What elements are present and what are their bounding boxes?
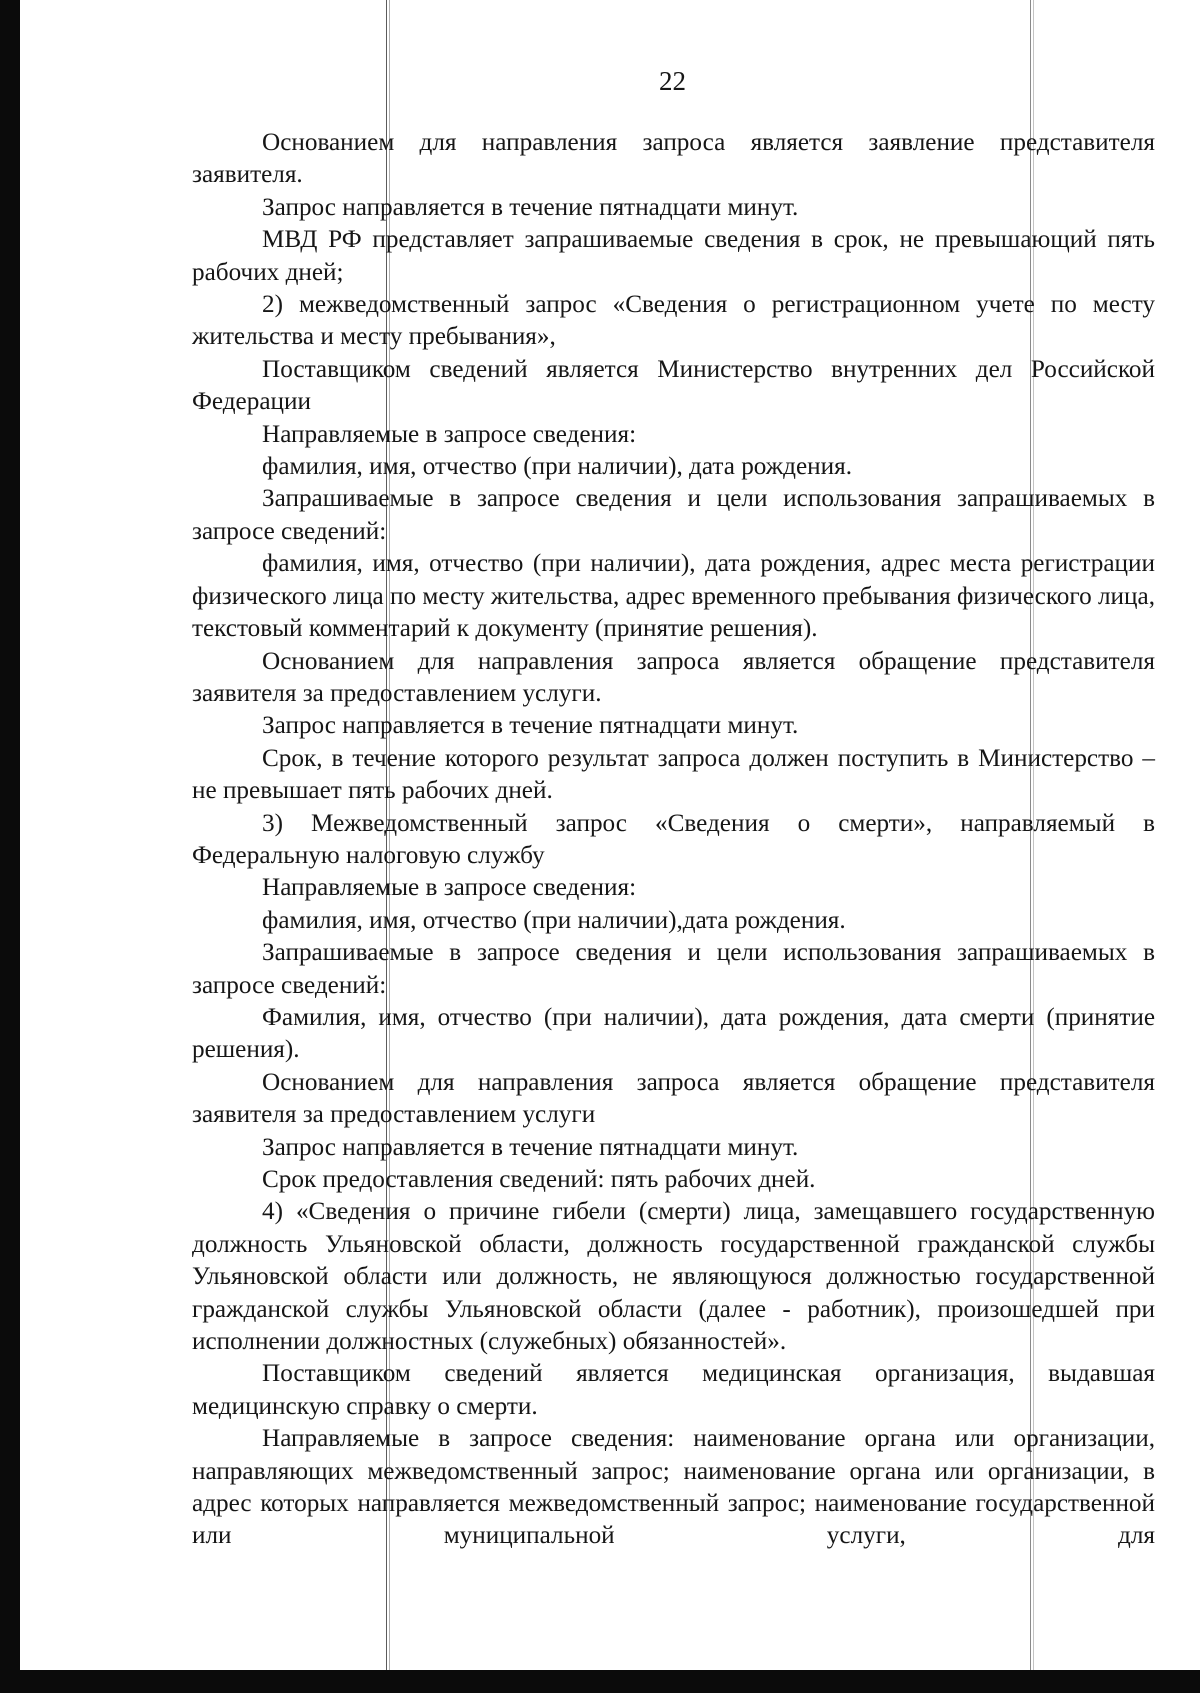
paragraph: Основанием для направления запроса является заявление представителя заявителя. (192, 129, 1155, 189)
paragraph: 2) межведомственный запрос «Сведения о регистрационном учете по месту жительства и месту пребывания», (192, 291, 1155, 351)
paragraph: МВД РФ представляет запрашиваемые сведения в срок, не превышающий пять рабочих дней; (192, 226, 1155, 286)
paragraph: Запрашиваемые в запросе сведения и цели использования запрашиваемых в запросе сведений: (192, 939, 1155, 999)
paragraph: Основанием для направления запроса является обращение представителя заявителя за предоставлением услуги. (192, 647, 1155, 707)
paragraph: Поставщиком сведений является медицинская организация, выдавшая медицинскую справку о смерти. (192, 1360, 1155, 1420)
paragraph: Запрос направляется в течение пятнадцати минут. (262, 712, 799, 740)
paragraph: Фамилия, имя, отчество (при наличии), дата рождения, дата смерти (принятие решения). (192, 1003, 1155, 1064)
paragraph: Запрос направляется в течение пятнадцати минут. (262, 193, 799, 221)
page-number: 22 (659, 66, 686, 96)
scan-border-left (0, 0, 20, 1693)
paragraph: Поставщиком сведений является Министерство внутренних дел Российской Федерации (192, 355, 1155, 416)
paragraph: Запрос направляется в течение пятнадцати минут. (262, 1133, 799, 1161)
paragraph: Направляемые в запросе сведения: (262, 420, 637, 448)
paragraph: 4) «Сведения о причине гибели (смерти) лица, замещавшего государственную должность Ульяновской области, должность государственной гражданской службы Ульяновской области или должность, не являющуюся должностью государственной гражданской службы Ульяновской области (далее - работник), произошедшей при исполнении должностных (служебных) обязанностей». (192, 1198, 1155, 1356)
paragraph: Запрашиваемые в запросе сведения и цели использования запрашиваемых в запросе сведений: (192, 485, 1155, 545)
document-body (192, 127, 1155, 1553)
paragraph: Направляемые в запросе сведения: наименование органа или организации, направляющих межведомственный запрос; наименование органа или организации, в адрес которых направляется межведомственный запрос; наименование государственной или муниципальной услуги, для (192, 1425, 1155, 1550)
paragraph: 3) Межведомственный запрос «Сведения о смерти», направляемый в Федеральную налоговую службу (192, 809, 1155, 869)
paragraph: Основанием для направления запроса является обращение представителя заявителя за предоставлением услуги (192, 1068, 1155, 1129)
paragraph: Срок предоставления сведений: пять рабочих дней. (262, 1166, 816, 1193)
paragraph: фамилия, имя, отчество (при наличии), дата рождения, адрес места регистрации физического лица по месту жительства, адрес временного пребывания физического лица, текстовый комментарий к документу (принятие решения). (192, 550, 1155, 643)
paragraph: Направляемые в запросе сведения: (262, 874, 637, 902)
paragraph: фамилия, имя, отчество (при наличии), дата рождения. (262, 453, 852, 481)
paragraph: фамилия, имя, отчество (при наличии),дата рождения. (262, 906, 846, 934)
paragraph: Срок, в течение которого результат запроса должен поступить в Министерство – не превышает пять рабочих дней. (192, 744, 1155, 805)
scan-border-bottom (0, 1670, 1200, 1693)
